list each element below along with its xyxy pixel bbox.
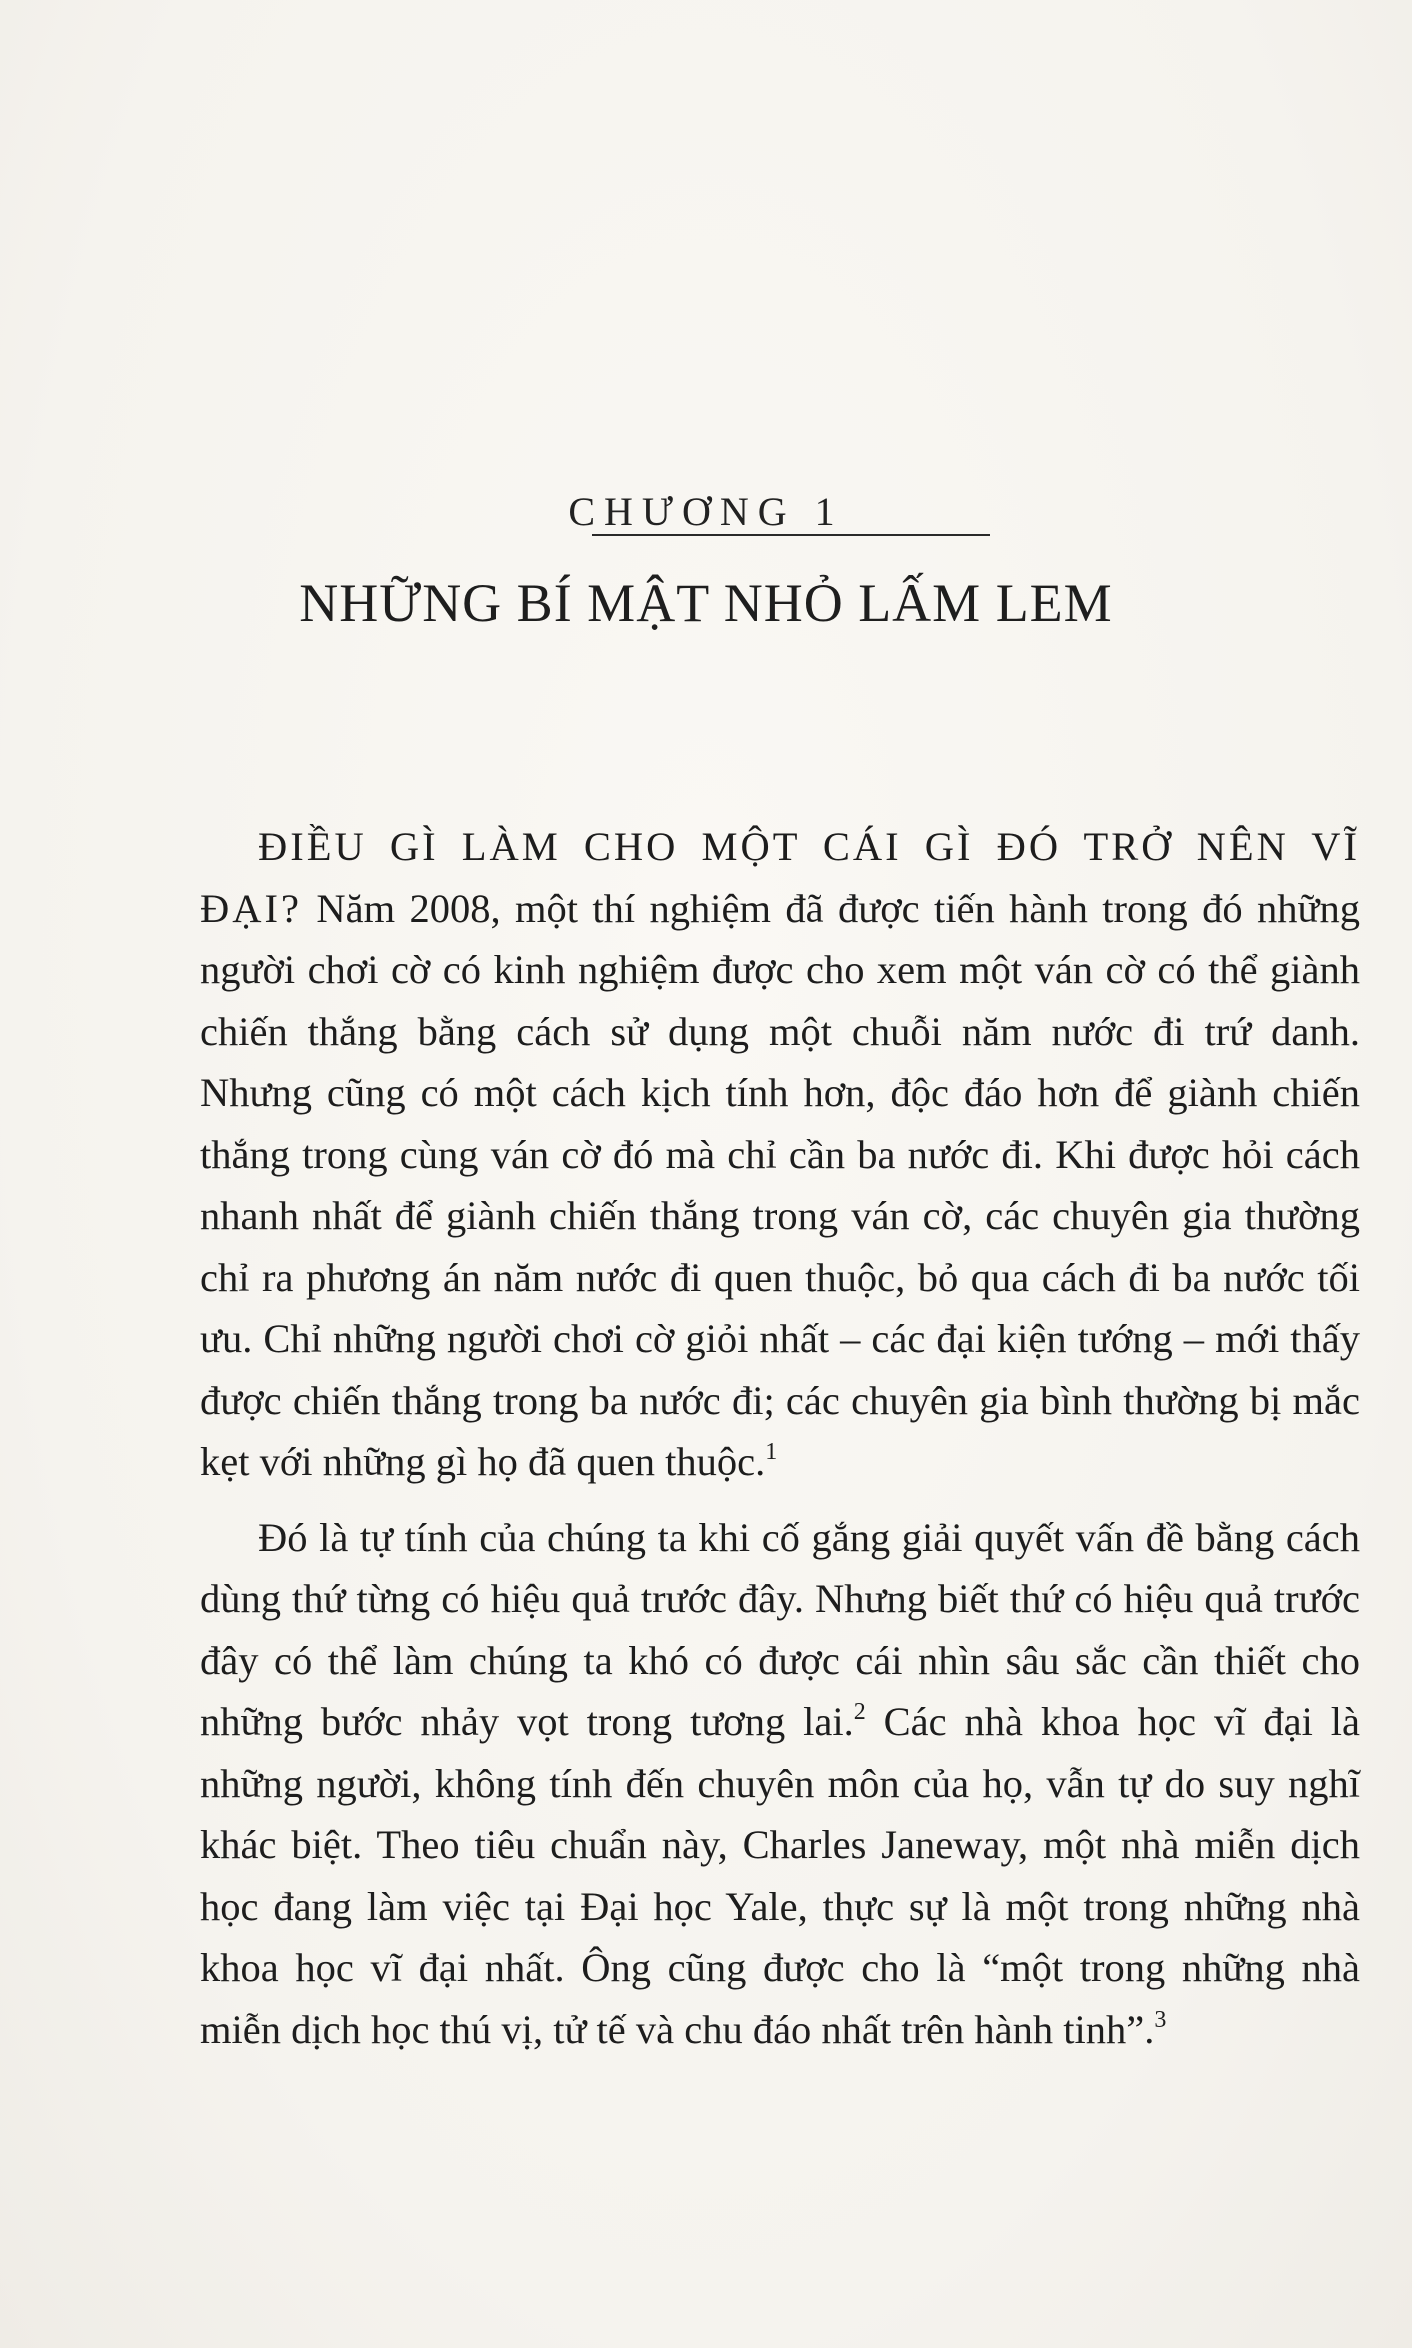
chapter-body (200, 816, 1360, 2074)
footnote-marker-3: 3 (1154, 2006, 1167, 2033)
chapter-title: NHỮNG BÍ MẬT NHỎ LẤM LEM (299, 573, 1113, 633)
paragraph-2 (200, 1507, 1360, 2061)
paragraph-1 (200, 816, 1360, 1493)
footnote-marker-2: 2 (853, 1699, 866, 1725)
chapter-label: CHƯƠNG 1 (568, 489, 844, 534)
footnote-marker-1: 1 (765, 1439, 778, 1465)
chapter-divider (592, 534, 990, 536)
paragraph-lead-caps: ĐIỀU GÌ LÀM CHO MỘT CÁI GÌ ĐÓ TRỞ NÊN VĨ ĐẠI? (200, 824, 1360, 931)
paragraph-2-text-a: Đó là tự tính của chúng ta khi cố gắng giải quyết vấn đề bằng cách dùng thứ từng có hiệu quả trước đây. Nhưng biết thứ có hiệu quả trước đây có thể làm chúng ta khó có được cái nhìn sâu sắc cần thiết cho những bước nhảy vọt trong tương lai. (200, 1514, 1360, 1744)
paragraph-1-text: Năm 2008, một thí nghiệm đã được tiến hành trong đó những người chơi cờ có kinh nghiệm được cho xem một ván cờ có thể giành chiến thắng bằng cách sử dụng một chuỗi năm nước đi trứ danh. Nhưng cũng có một cách kịch tính hơn, độc đáo hơn để giành chiến thắng trong cùng ván cờ đó mà chỉ cần ba nước đi. Khi được hỏi cách nhanh nhất để giành chiến thắng trong ván cờ, các chuyên gia thường chỉ ra phương án năm nước đi quen thuộc, bỏ qua cách đi ba nước tối ưu. Chỉ những người chơi cờ giỏi nhất – các đại kiện tướng – mới thấy được chiến thắng trong ba nước đi; các chuyên gia bình thường bị mắc kẹt với những gì họ đã quen thuộc. (200, 885, 1360, 1484)
paragraph-2-text-b: Các nhà khoa học vĩ đại là những người, không tính đến chuyên môn của họ, vẫn tự do suy nghĩ khác biệt. Theo tiêu chuẩn này, Charles Janeway, một nhà miễn dịch học đang làm việc tại Đại học Yale, thực sự là một trong những nhà khoa học vĩ đại nhất. Ông cũng được cho là “một trong những nhà miễn dịch học thú vị, tử tế và chu đáo nhất trên hành tinh”. (200, 1699, 1360, 2052)
